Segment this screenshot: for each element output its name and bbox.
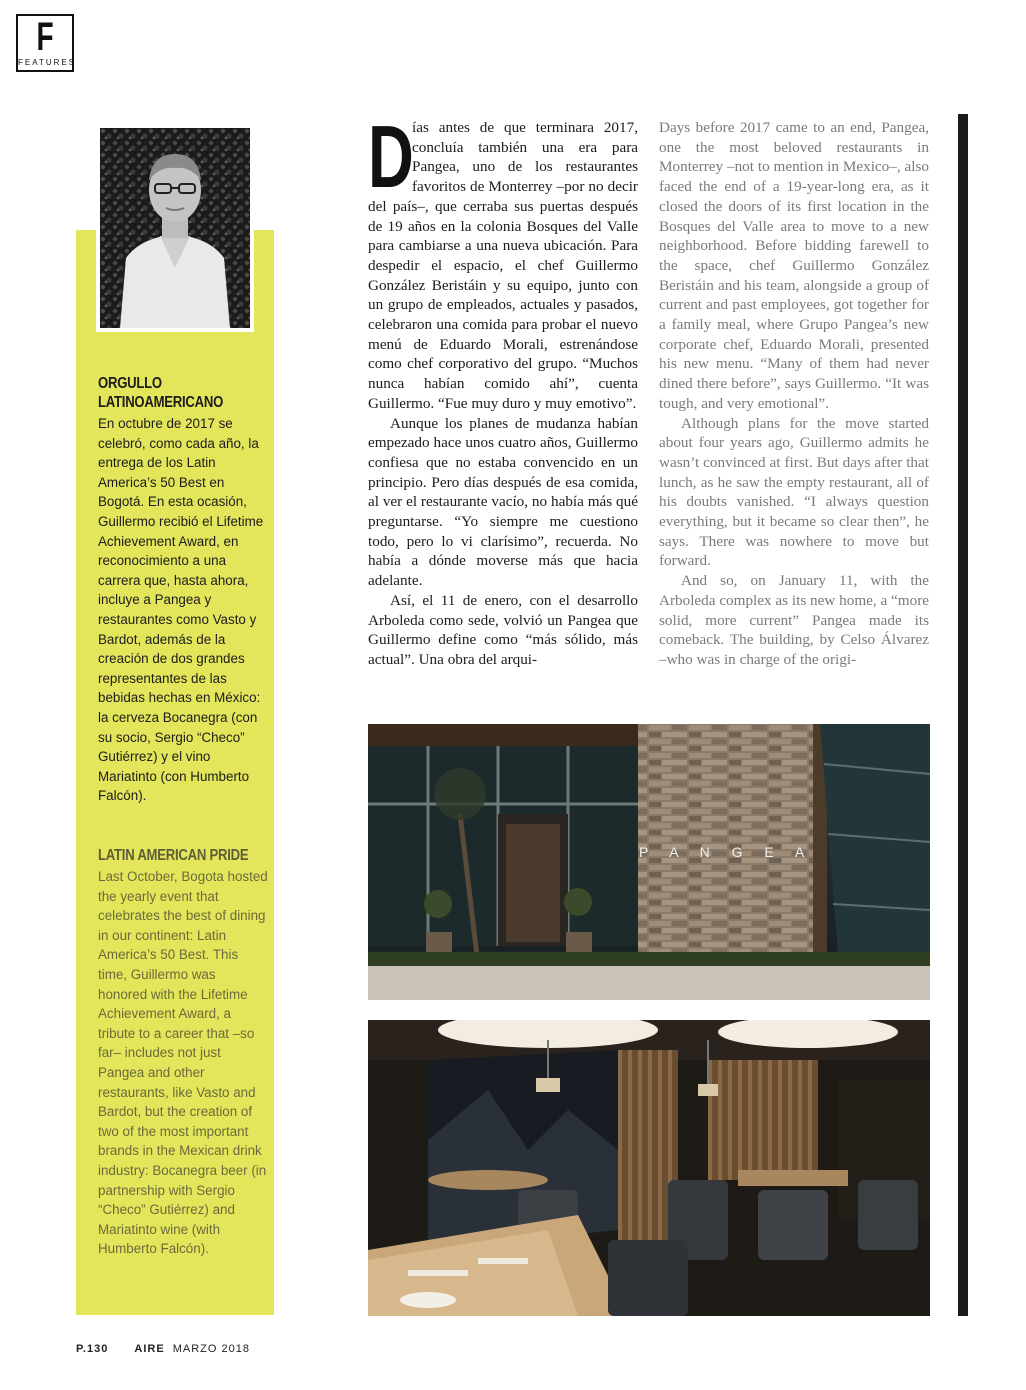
article-spanish-paragraph: ías antes de que terminara 2017, concluía también una era para Pangea, uno de los restaurantes favoritos de Monterrey –por no decir del país–, que cerraba sus puertas después de 19 años en la colonia Bosques del Valle para cambiarse a una nueva ubicación. Para despedir el espacio, el chef Guillermo González Beristáin y su equipo, junto con un grupo de empleados, actuales y pasados, celebraron una comida para probar el nuevo menú de Eduardo Morali, estrenándose como chef corporativo del grupo. “Muchos nunca habían comido ahí”, cuenta Guillermo. “Fue muy duro y muy emotivo”. [368, 119, 638, 412]
drop-cap: D [368, 107, 414, 206]
issue-date: MARZO 2018 [172, 1343, 250, 1355]
article-english-paragraph: Days before 2017 came to an end, Pangea, one the most beloved restaurants in Monterrey –not to mention in Mexico–, also faced the end of a 19-year-long era, as it closed the doors of its first location in the Bosques del Valle area to move to a new neighborhood. Before bidding farewell to the space, chef Guillermo González Beristáin and his team, alongside a group of current and past employees, got together for a family meal, where Grupo Pangea’s new corporate chef, Eduardo Morali, presented his new menu. “Many of them had never dined there before”, says Guillermo. “It was tough, and very emotional”. [659, 119, 929, 412]
article-english-paragraph: Although plans for the move started about four years ago, Guillermo admits he wasn’t convinced at first. But days after that lunch, as he saw the empty restaurant, all of his doubts vanished. “I always question everything, but it became so clear then”, he says. There was nowhere to move but forward. [659, 414, 929, 570]
sidebar-english-title: LATIN AMERICAN PRIDE [98, 847, 249, 864]
sidebar-english [98, 846, 268, 1259]
sidebar-english-body: Last October, Bogota hosted the yearly event that celebrates the best of dining in our continent: Latin America’s 50 Best. This time, Guillermo was honored with the Lifetime Achievement Award, a tribute to a career that –so far– includes not just Pangea and other restaurants, like Vasto and Bardot, but the creation of two of the most important brands in the Mexican drink industry: Bocanegra beer (in partnership with Sergio “Checo” Gutiérrez) and Mariatinto wine (with Humberto Falcón). [98, 869, 268, 1257]
restaurant-interior-photo [368, 1020, 930, 1316]
article-spanish-paragraph: Aunque los planes de mudanza habían empezado hace unos cuatro años, Guillermo confiesa que no estaba convencido en un principio. Pero días después de esa comida, al ver el restaurante vacío, no había más qué preguntarse. “Yo siempre me cuestiono todo, pero lo vi clarísimo”, recuerda. No había a dónde moverse más que hacia adelante. [368, 414, 638, 590]
sidebar-spanish-title: ORGULLO LATINOAMERICANO [98, 375, 224, 411]
page-footer [76, 1343, 250, 1355]
article-spanish-column [368, 107, 638, 670]
section-letter: F [36, 15, 54, 59]
page-edge-rule [958, 114, 968, 1316]
article-english-column [659, 118, 929, 670]
facade-sign: P A N G E A [639, 844, 814, 860]
section-logo [16, 14, 77, 72]
section-label: FEATURES [18, 58, 77, 67]
article-english-paragraph: And so, on January 11, with the Arboleda complex as its new home, a “more solid, more current” Pangea made its comeback. The building, by Celso Álvarez –who was in charge of the origi- [659, 572, 929, 668]
article-spanish-paragraph: Así, el 11 de enero, con el desarrollo Arboleda como sede, volvió un Pangea que Guillermo define como “más sólido, más actual”. Una obra del arqui- [368, 591, 638, 668]
sidebar-spanish [98, 374, 268, 806]
magazine-name: AIRE [134, 1343, 165, 1355]
page-number: P.130 [76, 1343, 109, 1355]
sidebar-spanish-body: En octubre de 2017 se celebró, como cada año, la entrega de los Latin America’s 50 Best en Bogotá. En esta ocasión, Guillermo recibió el Lifetime Achievement Award, en reconocimiento a una carrera que, hasta ahora, incluye a Pangea y restaurantes como Vasto y Bardot, además de la creación de dos grandes representantes de las bebidas hechas en México: la cerveza Bocanegra (con su socio, Sergio “Checo” Gutiérrez) y el vino Mariatinto (con Humberto Falcón). [98, 416, 264, 804]
restaurant-facade-photo [368, 724, 930, 1000]
chef-portrait [96, 124, 254, 332]
